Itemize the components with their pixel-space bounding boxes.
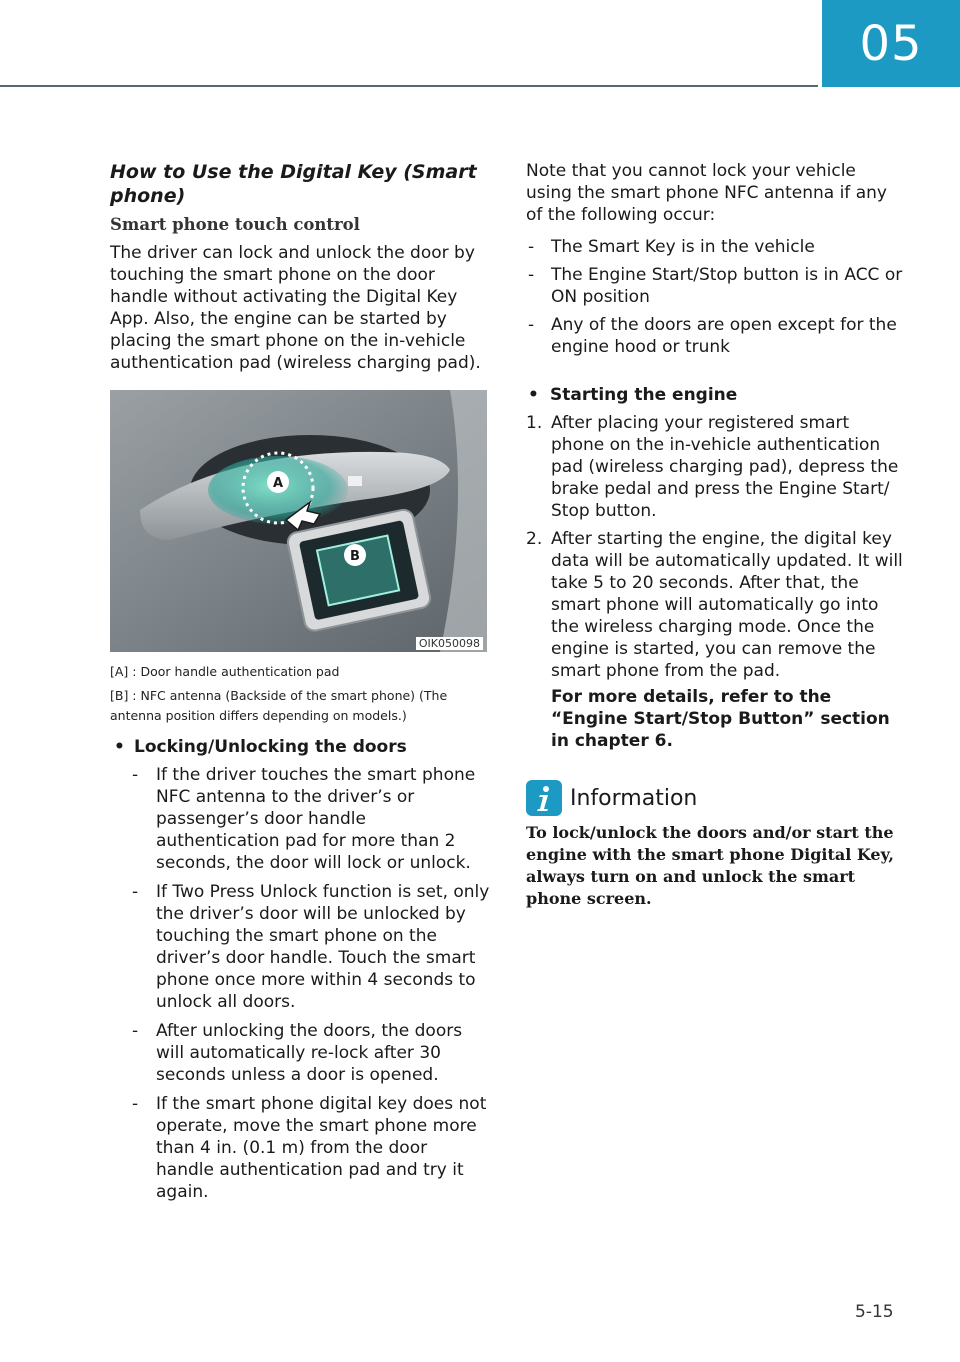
information-text: To lock/unlock the doors and/or start the engine with the smart phone Digital Key, always turn on and unlock the smart phone screen. — [526, 823, 894, 908]
list-item-text: After unlocking the doors, the doors will automatically re-lock after 30 seconds unless a door is opened. — [156, 1021, 463, 1085]
bullet-dot-icon: • — [528, 385, 539, 405]
dash-icon: - — [132, 1021, 139, 1041]
dash-icon: - — [528, 265, 535, 285]
step-text: After placing your registered smart phone on the in-vehicle authentication pad (wireless charging pad), depress the brake pedal and press the Engine Start/ Stop button. — [551, 413, 899, 521]
note-item-text: The Smart Key is in the vehicle — [551, 237, 815, 257]
right-column — [526, 160, 906, 910]
list-item-text: If the driver touches the smart phone NFC antenna to the driver’s or passenger’s door handle authentication pad for more than 2 seconds, the door will lock or unlock. — [156, 765, 476, 873]
list-item — [110, 881, 490, 1013]
figure-label-b: B — [350, 549, 360, 564]
note-item — [526, 314, 906, 358]
information-header — [526, 780, 906, 816]
note-item-text: Any of the doors are open except for the engine hood or trunk — [551, 315, 897, 357]
bullet-locking-title: Locking/Unlocking the doors — [134, 737, 407, 757]
step-number: 2. — [526, 529, 543, 549]
dash-icon: - — [528, 237, 535, 257]
step-note: For more details, refer to the “Engine Start/Stop Button” section in chapter 6. — [551, 687, 890, 751]
header-rule — [0, 85, 818, 87]
intro-paragraph: The driver can lock and unlock the door by touching the smart phone on the door handle without activating the Digital Key App. Also, the engine can be started by placing the smart phone on the in-vehicle authentication pad (wireless charging pad). — [110, 243, 481, 373]
list-item — [110, 764, 490, 874]
list-item-text: If the smart phone digital key does not operate, move the smart phone more than 4 in. (0.1 m) from the door handle authentication pad and try it again. — [156, 1094, 487, 1202]
bullet-starting — [526, 384, 906, 406]
sub-title: Smart phone touch control — [110, 215, 360, 234]
list-item-text: If Two Press Unlock function is set, only the driver’s door will be unlocked by touching the smart phone on the driver’s door handle. Touch the smart phone once more within 4 seconds to unlock all doors. — [156, 882, 490, 1012]
note-item-text: The Engine Start/Stop button is in ACC or ON position — [551, 265, 903, 307]
note-intro: Note that you cannot lock your vehicle using the smart phone NFC antenna if any of the following occur: — [526, 161, 887, 225]
step-number: 1. — [526, 413, 543, 433]
info-icon — [526, 780, 562, 816]
list-item — [110, 1093, 490, 1203]
figure-label-a: A — [272, 476, 284, 491]
step-item — [526, 412, 906, 522]
bullet-dot-icon: • — [114, 737, 125, 757]
bullet-locking — [110, 736, 490, 758]
step-text: After starting the engine, the digital key data will be automatically updated. It will take 5 to 20 seconds. After that, the smart phone will automatically go into the wireless charging mode. Once the engine is started, you can remove the smart phone from the pad. — [551, 529, 903, 681]
note-item — [526, 264, 906, 308]
caption-b: [B] : NFC antenna (Backside of the smart phone) (The antenna position differs depending on models.) — [110, 688, 448, 723]
note-item — [526, 236, 906, 258]
step-item — [526, 528, 906, 752]
dash-icon: - — [528, 315, 535, 335]
page-number: 5-15 — [855, 1302, 894, 1322]
door-handle-figure — [110, 390, 487, 652]
left-column — [110, 160, 490, 1210]
information-title: Information — [570, 785, 698, 811]
caption-a: [A] : Door handle authentication pad — [110, 664, 340, 679]
figure-code: OIK050098 — [416, 637, 483, 650]
chapter-tab: 05 — [822, 0, 960, 87]
list-item — [110, 1020, 490, 1086]
bullet-starting-title: Starting the engine — [550, 385, 738, 405]
section-title: How to Use the Digital Key (Smart phone) — [110, 161, 477, 207]
door-handle-illustration — [110, 390, 487, 652]
dash-icon: - — [132, 882, 139, 902]
dash-icon: - — [132, 1094, 139, 1114]
dash-icon: - — [132, 765, 139, 785]
